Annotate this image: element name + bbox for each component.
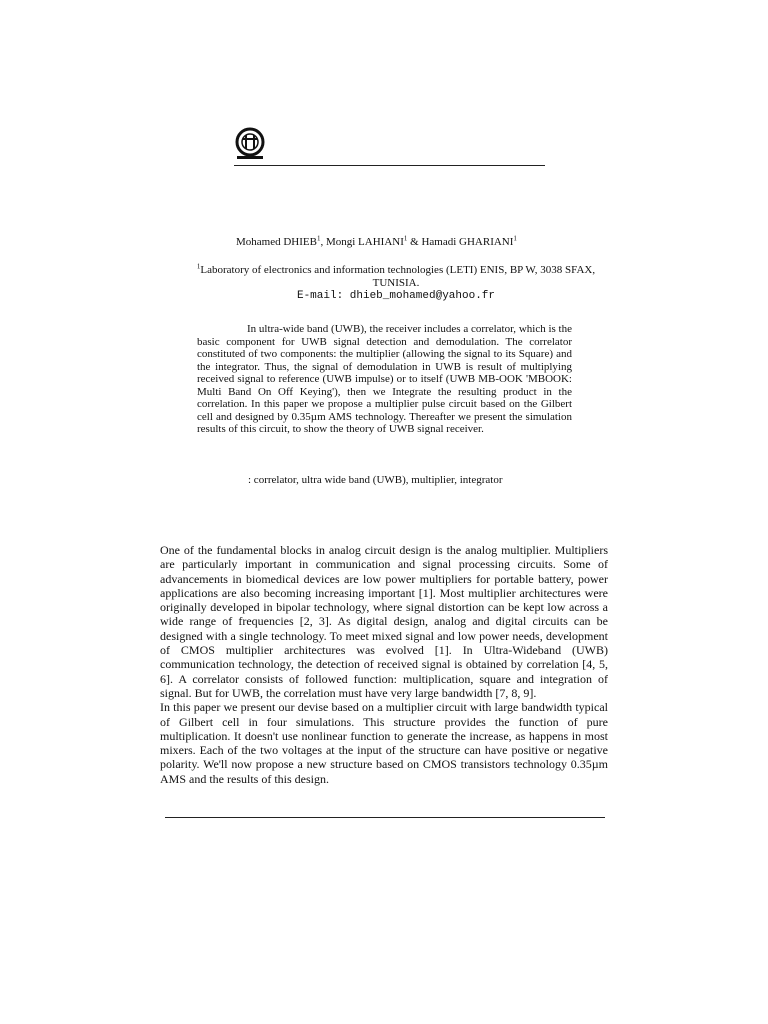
- author-affiliation-mark: 1: [513, 234, 517, 243]
- body-paragraph: One of the fundamental blocks in analog circuit design is the analog multiplier. Multipliers are particularly important in communication and signal processing circuits. Some of advancements in biomedical devices are low power multipliers for portable battery, power applications are also becoming increasing important [1]. Most multiplier architectures were originally developed in bipolar technology, where signal distortion can be kept low across a wide range of frequencies [2, 3]. As digital design, analog and digital circuits can be designed with a single technology. To meet mixed signal and low power needs, development of CMOS multiplier architectures was evolved [1]. In Ultra-Wideband (UWB) communication technology, the detection of received signal is obtained by correlation [4, 5, 6]. A correlator consists of followed function: multiplication, square and integration of signal. But for UWB, the correlation must have very large bandwidth [7, 8, 9].: [160, 543, 608, 700]
- introduction-section: [160, 543, 608, 786]
- author-separator: &: [407, 236, 422, 248]
- author-affiliation-mark: 1: [316, 234, 321, 243]
- header-rule: [234, 165, 545, 166]
- journal-logo: [232, 126, 268, 162]
- footnote-rule: [165, 817, 605, 818]
- author-separator: ,: [320, 236, 326, 248]
- author-name: Mongi LAHIANI: [325, 236, 404, 248]
- affiliation-text: Laboratory of electronics and information technologies (LETI) ENIS, BP W, 3038 SFAX, TUNISIA.: [200, 264, 596, 289]
- affiliation-mark: 1: [196, 262, 201, 271]
- author-list: [236, 236, 517, 248]
- email-address: E-mail: dhieb_mohamed@yahoo.fr: [296, 290, 496, 302]
- author-name: Hamadi GHARIANI: [421, 236, 514, 248]
- author-affiliation-mark: 1: [403, 234, 408, 243]
- body-paragraph: In this paper we present our devise based on a multiplier circuit with large bandwidth typical of Gilbert cell in four simulations. This structure provides the function of pure multiplication. It doesn't use nonlinear function to generate the increase, as happens in most mixers. Each of the two voltages at the input of the structure can have positive or negative polarity. We'll now propose a new structure based on CMOS transistors technology 0.35µm AMS and the results of this design.: [160, 700, 608, 786]
- affiliation: [180, 264, 612, 290]
- keywords: : correlator, ultra wide band (UWB), multiplier, integrator: [248, 474, 503, 486]
- author-name: Mohamed DHIEB: [236, 236, 317, 248]
- abstract: In ultra-wide band (UWB), the receiver includes a correlator, which is the basic component for UWB signal detection and demodulation. The correlator constituted of two components: the multiplier (allowing the signal to its Square) and the integrator. Thus, the signal of demodulation in UWB is result of multiplying received signal to reference (UWB impulse) or to itself (UWB MB-OOK 'MBOOK: Multi Band On Off Keying'), then we Integrate the resulting product in the correlation. In this paper we propose a multiplier pulse circuit based on the Gilbert cell and designed by 0.35µm AMS technology. Thereafter we present the simulation results of this circuit, to show the theory of UWB signal receiver.: [197, 323, 572, 435]
